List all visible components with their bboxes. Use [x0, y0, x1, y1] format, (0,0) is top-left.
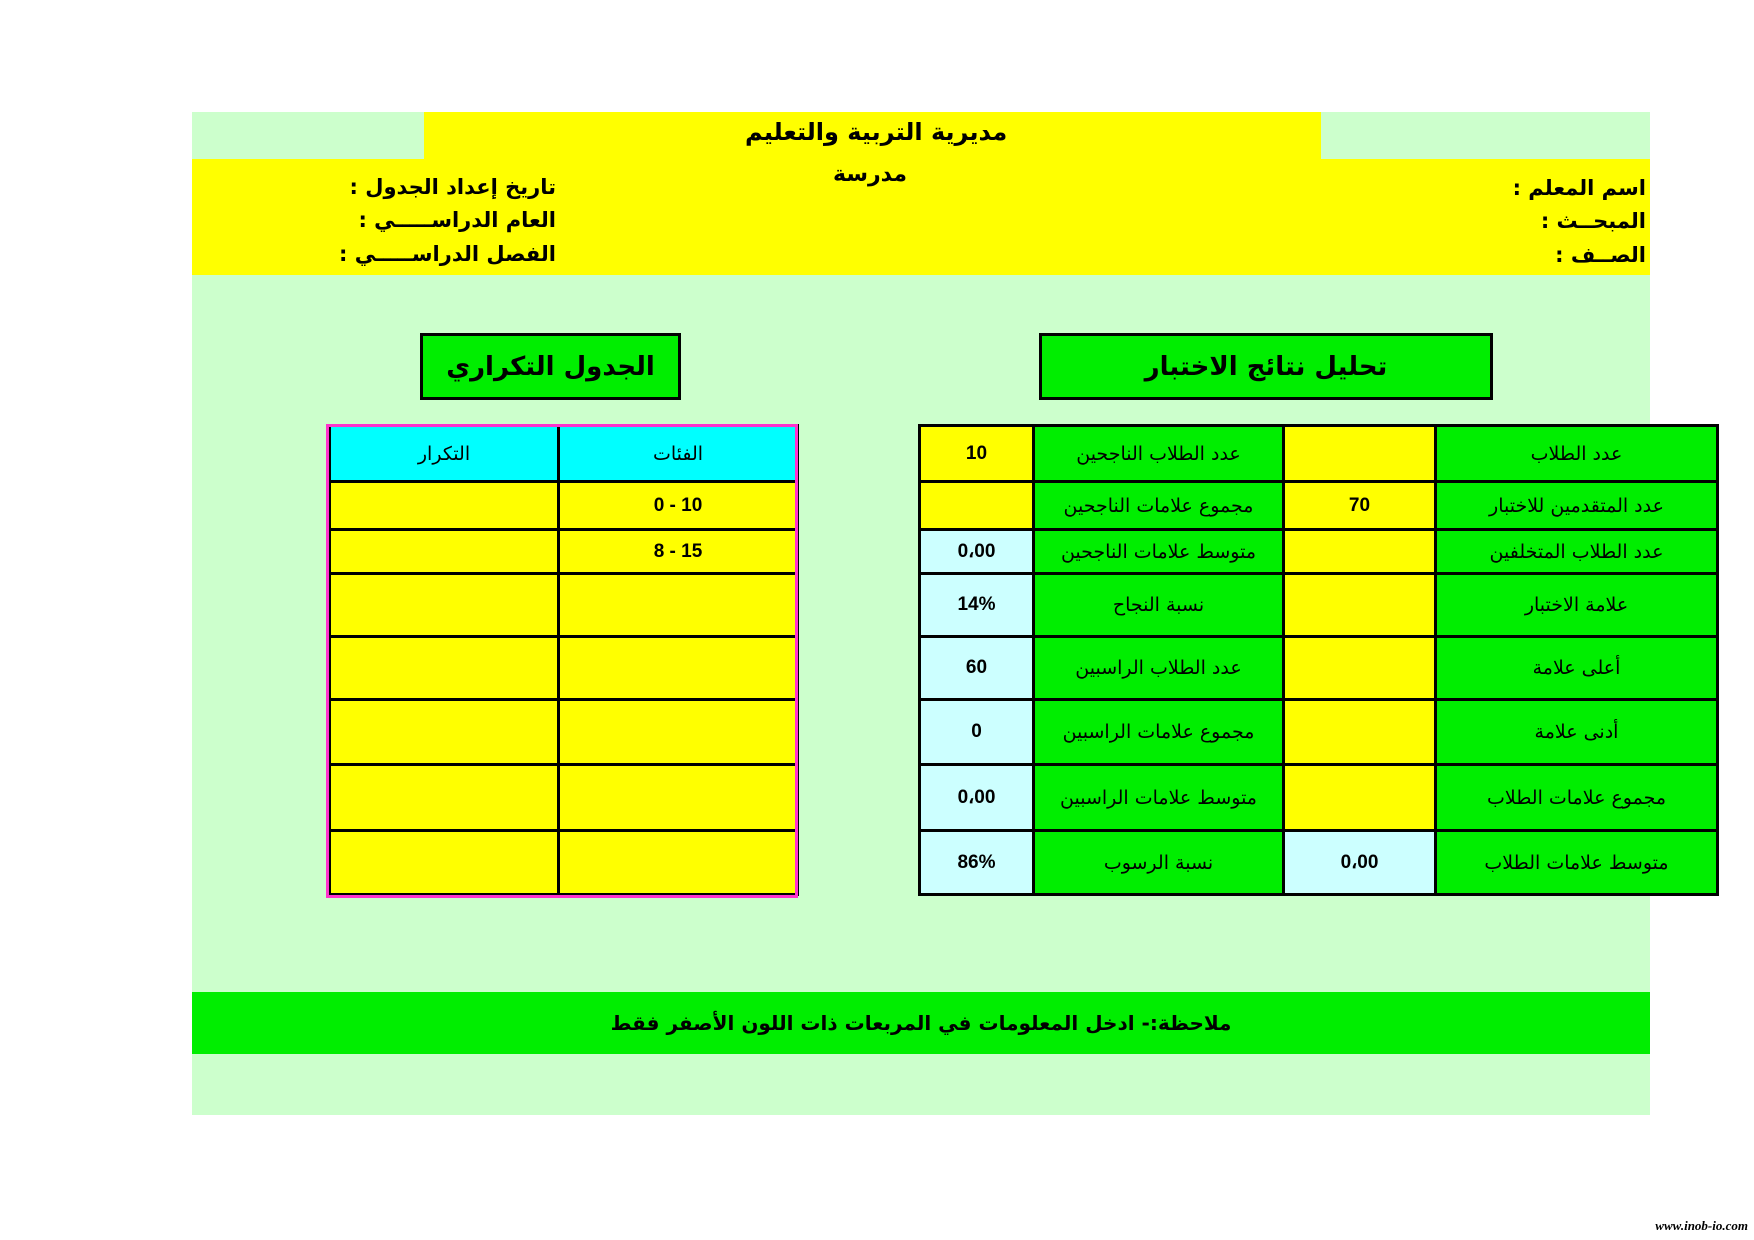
result-value-cell: 0: [920, 700, 1034, 765]
frequency-row: [330, 482, 798, 530]
input-label-cell: مجموع علامات الطلاب: [1436, 765, 1718, 831]
school-year-label: العام الدراســـــي :: [358, 208, 556, 232]
subject-label: المبحــث :: [1540, 209, 1646, 233]
analysis-row: [920, 637, 1718, 700]
analysis-row: [920, 530, 1718, 574]
frequency-row: [330, 700, 798, 765]
result-label-cell: عدد الطلاب الراسبين: [1034, 637, 1284, 700]
frequency-cell[interactable]: [330, 831, 559, 895]
input-label-cell: علامة الاختبار: [1436, 574, 1718, 637]
input-value-cell[interactable]: 70: [1284, 482, 1436, 530]
frequency-row: [330, 831, 798, 895]
result-label-cell: نسبة الرسوب: [1034, 831, 1284, 895]
input-value-cell[interactable]: [1284, 574, 1436, 637]
school-label: مدرسة: [833, 162, 907, 187]
frequency-cell[interactable]: [330, 637, 559, 700]
frequency-table-title: الجدول التكراري: [420, 333, 681, 400]
class-interval-cell[interactable]: [559, 637, 798, 700]
result-label-cell: مجموع علامات الناجحين: [1034, 482, 1284, 530]
analysis-row: [920, 831, 1718, 895]
analysis-row: [920, 700, 1718, 765]
directorate-title: مديرية التربية والتعليم: [745, 118, 1008, 146]
input-label-cell: متوسط علامات الطلاب: [1436, 831, 1718, 895]
class-interval-cell[interactable]: [559, 765, 798, 831]
class-interval-cell[interactable]: [559, 831, 798, 895]
instruction-note: ملاحظة:- ادخل المعلومات في المربعات ذات اللون الأصفر فقط: [192, 992, 1650, 1054]
result-value-cell[interactable]: 10: [920, 426, 1034, 482]
frequency-row: [330, 637, 798, 700]
result-label-cell: متوسط علامات الراسبين: [1034, 765, 1284, 831]
input-label-cell: أدنى علامة: [1436, 700, 1718, 765]
classes-column-header: الفئات: [559, 426, 798, 482]
result-label-cell: متوسط علامات الناجحين: [1034, 530, 1284, 574]
analysis-table: [918, 424, 1719, 896]
frequency-cell[interactable]: [330, 530, 559, 574]
analysis-row: [920, 765, 1718, 831]
frequency-column-header: التكرار: [330, 426, 559, 482]
input-value-cell: 0،00: [1284, 831, 1436, 895]
result-value-cell: 14%: [920, 574, 1034, 637]
teacher-name-label: اسم المعلم :: [1512, 176, 1646, 200]
result-label-cell: نسبة النجاح: [1034, 574, 1284, 637]
grade-label: الصــف :: [1555, 243, 1646, 267]
class-interval-cell[interactable]: [559, 700, 798, 765]
analysis-row: [920, 426, 1718, 482]
footer-url: www.inob-io.com: [1655, 1218, 1748, 1233]
result-value-cell: 0،00: [920, 765, 1034, 831]
semester-label: الفصل الدراســـــي :: [339, 242, 556, 266]
frequency-row: [330, 530, 798, 574]
input-value-cell[interactable]: [1284, 426, 1436, 482]
class-interval-cell[interactable]: [559, 574, 798, 637]
input-value-cell[interactable]: [1284, 765, 1436, 831]
input-label-cell: عدد المتقدمين للاختبار: [1436, 482, 1718, 530]
frequency-cell[interactable]: [330, 482, 559, 530]
input-value-cell[interactable]: [1284, 530, 1436, 574]
frequency-row: [330, 765, 798, 831]
analysis-row: [920, 482, 1718, 530]
input-label-cell: عدد الطلاب: [1436, 426, 1718, 482]
input-value-cell[interactable]: [1284, 637, 1436, 700]
frequency-row: [330, 574, 798, 637]
result-value-cell: 0،00: [920, 530, 1034, 574]
frequency-cell[interactable]: [330, 700, 559, 765]
result-label-cell: مجموع علامات الراسبين: [1034, 700, 1284, 765]
analysis-title: تحليل نتائج الاختبار: [1039, 333, 1493, 400]
result-value-cell[interactable]: [920, 482, 1034, 530]
class-interval-cell[interactable]: 8 - 15: [559, 530, 798, 574]
frequency-table: [328, 424, 799, 896]
frequency-cell[interactable]: [330, 765, 559, 831]
frequency-cell[interactable]: [330, 574, 559, 637]
analysis-row: [920, 574, 1718, 637]
table-date-label: تاريخ إعداد الجدول :: [349, 175, 556, 199]
class-interval-cell[interactable]: 0 - 10: [559, 482, 798, 530]
result-value-cell: 60: [920, 637, 1034, 700]
result-value-cell: 86%: [920, 831, 1034, 895]
input-label-cell: أعلى علامة: [1436, 637, 1718, 700]
result-label-cell: عدد الطلاب الناجحين: [1034, 426, 1284, 482]
input-label-cell: عدد الطلاب المتخلفين: [1436, 530, 1718, 574]
input-value-cell[interactable]: [1284, 700, 1436, 765]
